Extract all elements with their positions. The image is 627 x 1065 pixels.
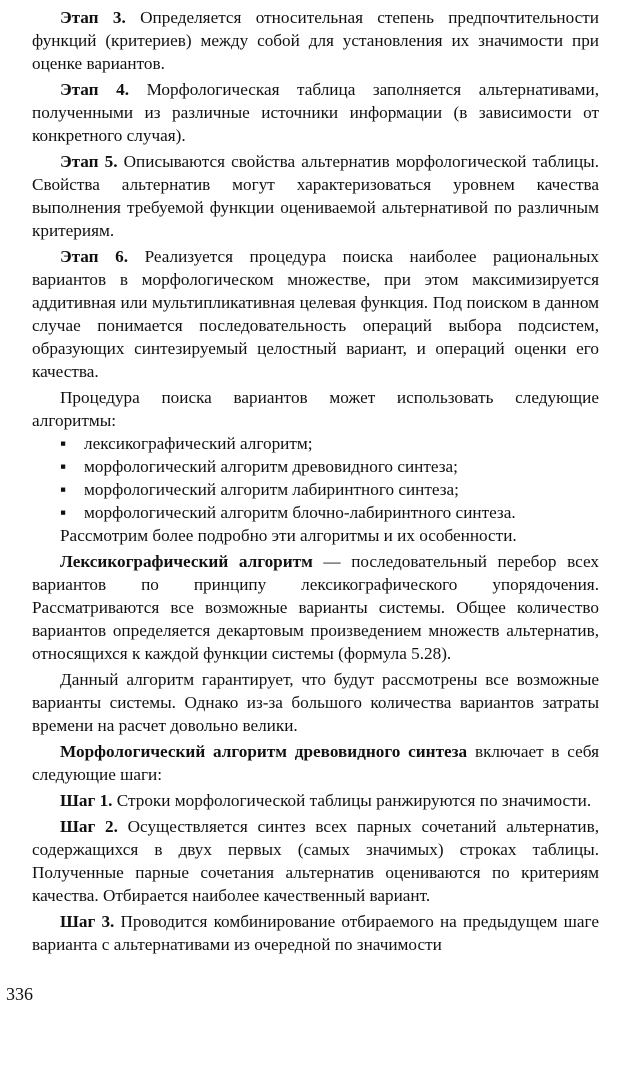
step-2-lead: Шаг 2. <box>60 817 118 836</box>
paragraph-lexicographic <box>32 550 599 665</box>
lexicographic-text: — последовательный перебор всех вариантов по принципу лексикографического упорядочения. Рассматриваются все возможные варианты системы. Общее количество вариантов определяется декартовым произведением множеств альтернатив, относящихся к каждой функции системы (формула 5.28). <box>32 552 599 663</box>
list-item-text: лексикографический алгоритм; <box>84 434 313 453</box>
lexicographic-lead: Лексикографический алгоритм <box>60 552 313 571</box>
paragraph-consider <box>32 524 599 547</box>
stage-4-text: Морфологическая таблица заполняется альтернативами, полученными из различные источники информации (в зависимости от конкретного случая). <box>32 80 599 145</box>
stage-4-lead: Этап 4. <box>60 80 130 99</box>
step-2-text: Осуществляется синтез всех парных сочетаний альтернатив, содержащихся в двух первых (самых значимых) строках таблицы. Полученные парные сочетания альтернатив оцениваются по критериям качества. Отбирается наиболее качественный вариант. <box>32 817 599 905</box>
stage-6-text: Реализуется процедура поиска наиболее рациональных вариантов в морфологическом множестве, при этом максимизируется аддитивная или мультипликативная целевая функция. Под поиском в данном случае понимается последовательность операций выбора подсистем, образующих синтезируемый целостный вариант, и операций оценки его качества. <box>32 247 599 381</box>
paragraph-stage-3 <box>32 6 599 75</box>
paragraph-tree-synthesis <box>32 740 599 786</box>
paragraph-stage-5 <box>32 150 599 242</box>
consider-text: Рассмотрим более подробно эти алгоритмы и их особенности. <box>60 526 517 545</box>
bullet-icon: ▪ <box>60 480 67 499</box>
list-item <box>60 455 599 478</box>
paragraph-stage-6 <box>32 245 599 383</box>
paragraph-step-3 <box>32 910 599 956</box>
stage-6-lead: Этап 6. <box>60 247 129 266</box>
tree-synthesis-lead: Морфологический алгоритм древовидного синтеза <box>60 742 468 761</box>
paragraph-stage-4 <box>32 78 599 147</box>
algorithm-list <box>32 432 599 524</box>
step-1-text: Строки морфологической таблицы ранжируются по значимости. <box>112 791 592 810</box>
page-number: 336 <box>6 984 33 1004</box>
paragraph-guarantee <box>32 668 599 737</box>
paragraph-step-2 <box>32 815 599 907</box>
tree-synthesis-text: включает в себя следующие шаги: <box>32 742 599 784</box>
step-3-lead: Шаг 3. <box>60 912 115 931</box>
stage-5-text: Описываются свойства альтернатив морфологической таблицы. Свойства альтернатив могут характеризоваться уровнем качества выполнения требуемой функции оцениваемой альтернативой по различным критериям. <box>32 152 599 240</box>
paragraph-step-1 <box>32 789 599 812</box>
stage-3-text: Определяется относительная степень предпочтительности функций (критериев) между собой для установления их значимости при оценке вариантов. <box>32 8 599 73</box>
search-procedure-text: Процедура поиска вариантов может использовать следующие алгоритмы: <box>32 388 599 430</box>
stage-5-lead: Этап 5. <box>60 152 118 171</box>
bullet-icon: ▪ <box>60 503 67 522</box>
step-3-text: Проводится комбинирование отбираемого на предыдущем шаге варианта с альтернативами из очередной по значимости <box>32 912 599 954</box>
bullet-icon: ▪ <box>60 434 67 453</box>
step-1-lead: Шаг 1. <box>60 791 113 810</box>
list-item <box>60 501 599 524</box>
list-item <box>60 432 599 455</box>
paragraph-search-procedure <box>32 386 599 432</box>
bullet-icon: ▪ <box>60 457 67 476</box>
list-item <box>60 478 599 501</box>
guarantee-text: Данный алгоритм гарантирует, что будут рассмотрены все возможные варианты системы. Однако из-за большого количества вариантов затраты времени на расчет довольно велики. <box>32 670 599 735</box>
list-item-text: морфологический алгоритм блочно-лабиринтного синтеза. <box>84 503 516 522</box>
stage-3-lead: Этап 3. <box>60 8 126 27</box>
list-item-text: морфологический алгоритм древовидного синтеза; <box>84 457 458 476</box>
list-item-text: морфологический алгоритм лабиринтного синтеза; <box>84 480 459 499</box>
